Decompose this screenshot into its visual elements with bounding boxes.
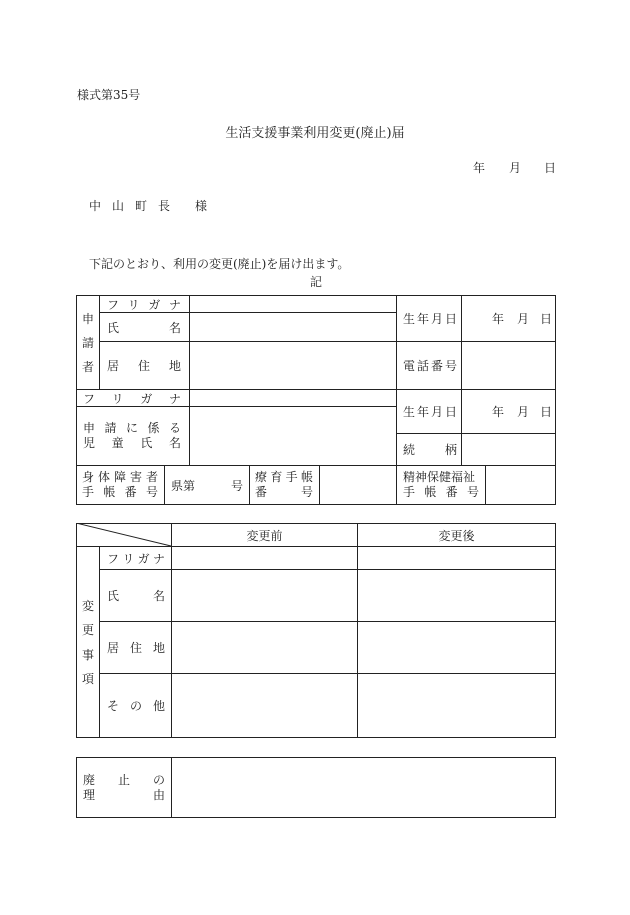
change-name-label: 氏 名 (107, 589, 165, 603)
disability-cert-field[interactable]: 県第 号 (171, 478, 243, 493)
abolition-reason-field[interactable] (172, 758, 555, 817)
ryoiku-cert-field[interactable] (320, 466, 396, 504)
child-furigana-field[interactable] (190, 390, 396, 406)
child-birthdate-field[interactable]: 年 月 日 (492, 405, 553, 419)
applicant-name-label: 氏 名 (107, 320, 181, 335)
disability-cert-label: 身 体 障 害 者 手 帳 番 号 (82, 470, 158, 499)
ki-label: 記 (310, 275, 323, 289)
mental-health-cert-label: 精神保健福祉 手 帳 番 号 (403, 470, 479, 499)
applicant-birthdate-label: 生 年 月 日 (403, 312, 457, 326)
child-name-field[interactable] (190, 407, 396, 465)
applicant-address-field[interactable] (190, 342, 396, 389)
before-furigana-field[interactable] (172, 547, 357, 569)
child-birthdate-label: 生 年 月 日 (403, 405, 457, 419)
applicant-birthdate-field[interactable]: 年 月 日 (492, 312, 553, 326)
form-title: 生活支援事業利用変更(廃止)届 (225, 126, 405, 141)
mental-health-cert-field[interactable] (486, 466, 556, 504)
before-address-field[interactable] (172, 622, 357, 673)
after-other-field[interactable] (358, 674, 555, 737)
child-name-label: 申 請 に 係 る 児 童 氏 名 (83, 421, 181, 450)
relationship-field[interactable] (462, 434, 556, 465)
changes-label: 変 更 事 項 (81, 598, 94, 687)
child-furigana-label: フ リ ガ ナ (83, 391, 181, 406)
header-diagonal-line (76, 523, 172, 547)
ryoiku-cert-label: 療 育 手 帳 番 号 (255, 470, 313, 499)
change-furigana-label: フ リ ガ ナ (107, 551, 165, 566)
applicant-phone-label: 電 話 番 号 (403, 359, 457, 373)
after-address-field[interactable] (358, 622, 555, 673)
applicant-furigana-label: フ リ ガ ナ (107, 297, 181, 312)
date-month-label: 月 (509, 161, 522, 175)
date-year-label: 年 (473, 161, 486, 175)
change-other-label: そ の 他 (107, 699, 165, 713)
date-day-label: 日 (544, 161, 557, 175)
applicant-furigana-field[interactable] (190, 296, 396, 312)
applicant-name-field[interactable] (190, 313, 396, 341)
abolition-reason-label: 廃 止 の 理 由 (83, 772, 165, 802)
after-furigana-field[interactable] (358, 547, 555, 569)
before-name-field[interactable] (172, 570, 357, 621)
applicant-address-label: 居 住 地 (107, 359, 181, 373)
before-other-field[interactable] (172, 674, 357, 737)
after-header: 変更後 (438, 528, 475, 543)
after-name-field[interactable] (358, 570, 555, 621)
change-address-label: 居 住 地 (107, 641, 165, 655)
applicant-label: 申 請 者 (81, 311, 94, 374)
intro-text: 下記のとおり、利用の変更(廃止)を届け出ます。 (89, 257, 350, 271)
addressee: 中 山 町 長 様 (89, 199, 207, 213)
applicant-phone-field[interactable] (462, 342, 556, 389)
before-header: 変更前 (246, 528, 283, 543)
relationship-label: 続 柄 (403, 443, 457, 457)
form-number: 様式第35号 (77, 88, 141, 102)
